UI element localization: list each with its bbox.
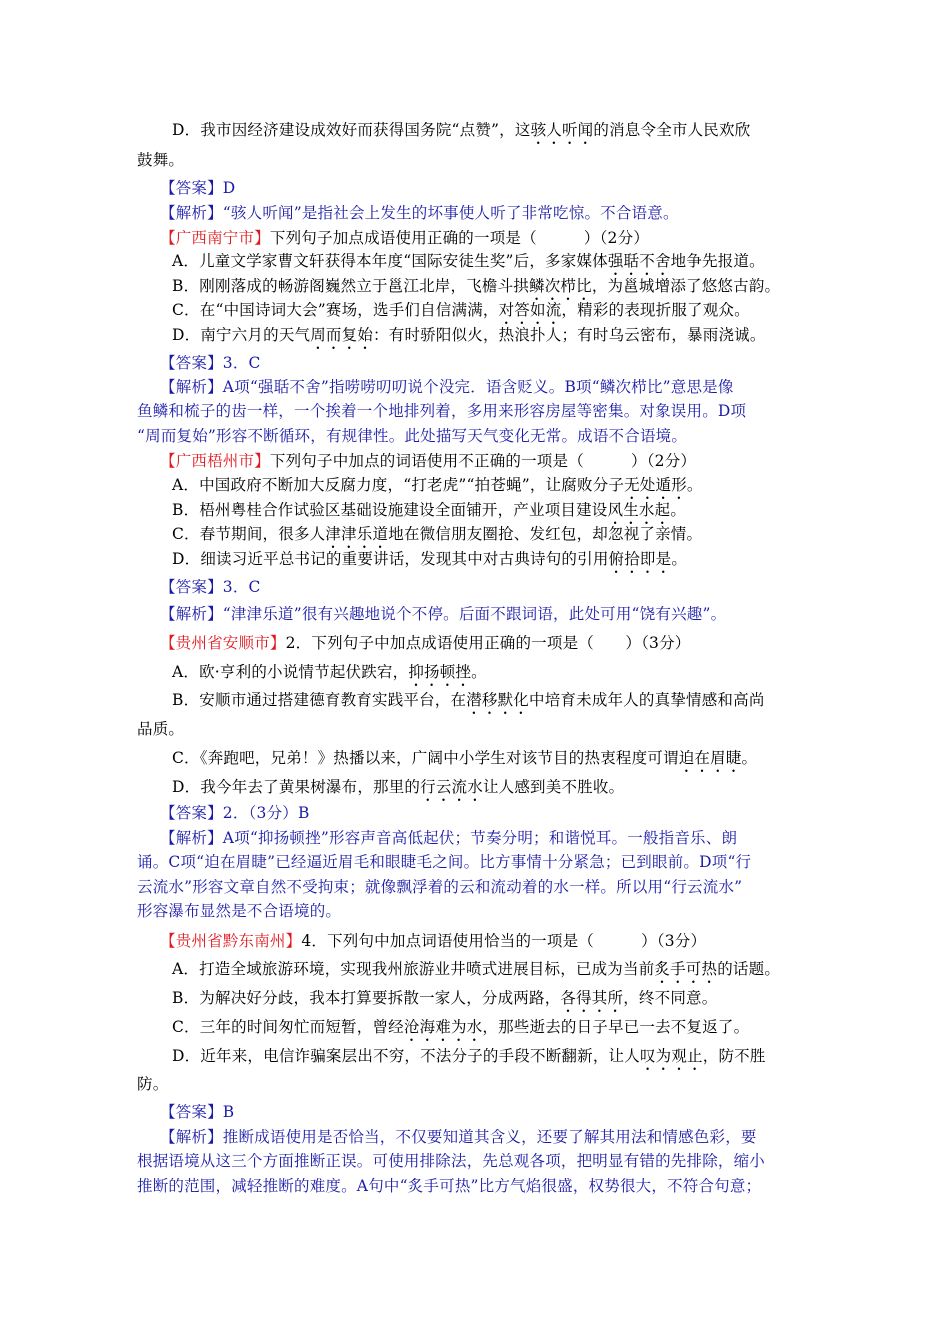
text: 中培育未成年人的真挚情感和高尚: [529, 691, 765, 709]
analysis-line: [0, 376, 950, 398]
answer-text: 【答案】D: [160, 179, 236, 197]
answer-line: [0, 352, 950, 374]
question-option-d: [0, 324, 950, 353]
text: ，那些逝去的日子早已一去不复返了。: [482, 1018, 750, 1036]
question-option-a: [0, 661, 950, 690]
text: ，精彩的表现折服了观众。: [561, 301, 750, 319]
text: 鼓舞。: [137, 151, 185, 169]
answer-line: [0, 1101, 950, 1123]
analysis-line: [0, 603, 950, 625]
analysis-text: 云流水”形容文章自然不受拘束；就像飘浮着的云和流动着的水一样。所以用“行云流水”: [137, 878, 743, 896]
analysis-line: [0, 876, 950, 898]
analysis-line: [0, 851, 950, 873]
answer-line: [0, 576, 950, 598]
text: B．刚刚落成的畅游阁巍然立于邕江北岸，飞檐斗拱: [172, 277, 529, 295]
question-option-d: [0, 548, 950, 577]
text: B．安顺市通过搭建德育教育实践平台，在: [172, 691, 467, 709]
text: C．《奔跑吧，兄弟！》热播以来，广阔中小学生对该节目的热衷程度可谓: [172, 749, 679, 767]
dotted-term: 风生水起: [607, 501, 671, 519]
analysis-text: “周而复始”形容不断循环，有规律性。此处描写天气变化无常。成语不合语境。: [137, 427, 688, 445]
question-option-d: [0, 119, 950, 148]
question-option-b: [0, 689, 950, 718]
answer-text: 【答案】3．C: [160, 578, 261, 596]
region-tag: 【贵州省黔东南州】: [160, 932, 302, 950]
text: 防。: [137, 1075, 169, 1093]
analysis-line: [0, 1175, 950, 1197]
text: A．欧·亨利的小说情节起伏跌宕，: [172, 663, 409, 681]
dotted-term: 沧海难为水: [403, 1018, 483, 1036]
question-option-a: [0, 958, 950, 987]
answer-line: [0, 177, 950, 199]
text: 品质。: [137, 720, 185, 738]
analysis-text: 【解析】推断成语使用是否恰当，不仅要知道其含义，还要了解其用法和情感色彩，要: [160, 1128, 757, 1146]
dotted-term: 各得其所: [560, 989, 624, 1007]
text: C．春节期间，很多人: [172, 525, 326, 543]
analysis-line: [0, 1126, 950, 1148]
dotted-term: 津津乐道: [325, 525, 389, 543]
text-line: [0, 149, 950, 171]
question-option-d: [0, 776, 950, 805]
answer-line: [0, 802, 950, 824]
dotted-term: 俯拾即是: [608, 550, 672, 568]
question-option-b: [0, 987, 950, 1016]
text: ，终不同意。: [623, 989, 718, 1007]
text-line: [0, 1073, 950, 1095]
text: B．为解决好分歧，我本打算要拆散一家人，分成两路，: [172, 989, 561, 1007]
analysis-line: [0, 400, 950, 422]
text: 。: [686, 476, 703, 494]
answer-text: 【答案】3．C: [160, 354, 261, 372]
question-text: 下列句子中加点的词语使用不正确的一项是（ ）（2分）: [269, 452, 697, 470]
text: C．在“中国诗词大会”赛场，选手们自信满满，: [172, 301, 499, 319]
text: D．南宁六月的天气: [172, 326, 311, 344]
text: 的话题。: [717, 960, 781, 978]
text: A．儿童文学家曹文轩获得本年度“国际安徒生奖”后，多家媒体: [172, 252, 608, 270]
text: A．中国政府不断加大反腐力度，“打老虎”“拍苍蝇”，让腐败分子: [172, 476, 625, 494]
question-option-d: [0, 1045, 950, 1074]
text: 。: [471, 663, 487, 681]
dotted-term: 行云流水: [420, 778, 483, 796]
dotted-term: 强聒不舍: [607, 252, 671, 270]
analysis-text: 诵。C项“迫在眉睫”已经逼近眉毛和眼睫毛之间。比方事情十分紧急；已到眼前。D项“行: [137, 853, 752, 871]
analysis-text: 【解析】“津津乐道”很有兴趣地说个不停。后面不跟词语，此处可用“饶有兴趣”。: [160, 605, 727, 623]
question-header: [0, 930, 950, 952]
question-header: [0, 450, 950, 472]
dotted-term: 对答如流: [498, 301, 562, 319]
dotted-term: 无处遁形: [624, 476, 687, 494]
region-tag: 【广西梧州市】: [160, 452, 270, 470]
text: 地争先报道。: [670, 252, 765, 270]
text: 。: [671, 550, 688, 568]
analysis-text: 鱼鳞和梳子的齿一样，一个挨着一个地排列着，多用来形容房屋等密集。对象误用。D项: [137, 402, 747, 420]
question-header: [0, 632, 950, 654]
text: D．细读习近平总书记的重要讲话，发现其中对古典诗句的引用: [172, 550, 609, 568]
analysis-text: 【解析】“骇人听闻”是指社会上发生的坏事使人听了非常吃惊。不合语意。: [160, 204, 679, 222]
text: ，为邕城增添了悠悠古韵。: [591, 277, 781, 295]
text: D．我今年去了黄果树瀑布，那里的: [172, 778, 421, 796]
dotted-term: 周而复始: [310, 326, 374, 344]
region-tag: 【广西南宁市】: [160, 229, 270, 247]
answer-text: 【答案】B: [160, 1103, 235, 1121]
text: C．三年的时间匆忙而短暂，曾经: [172, 1018, 404, 1036]
question-text: 下列句子加点成语使用正确的一项是（ ）（2分）: [269, 229, 650, 247]
region-tag: 【贵州省安顺市】: [160, 634, 286, 652]
text: ：有时骄阳似火，热浪扑人；有时乌云密布，暴雨浇诚。: [373, 326, 766, 344]
question-header: [0, 227, 950, 249]
analysis-line: [0, 202, 950, 224]
dotted-term: 骇人听闻: [530, 121, 594, 139]
dotted-term: 叹为观止: [639, 1047, 703, 1065]
text: 。: [670, 501, 687, 519]
analysis-text: 【解析】A项“抑扬顿挫”形容声音高低起伏；节奏分明；和谐悦耳。一般指音乐、朗: [160, 829, 738, 847]
analysis-text: 【解析】A项“强聒不舍”指唠唠叨叨说个没完．语含贬义。B项“鳞次栉比”意思是像: [160, 378, 734, 396]
dotted-term: 抑扬顿挫: [408, 663, 472, 681]
text: D．近年来，电信诈骗案层出不穷，不法分子的手段不断翻新，让人: [172, 1047, 640, 1065]
text: 的消息令全市人民欢欣: [593, 121, 751, 139]
text: D．我市因经济建设成效好而获得国务院“点赞”，这: [172, 121, 531, 139]
analysis-text: 推断的范围，减轻推断的难度。A句中“炙手可热”比方气焰很盛，权势很大，不符合句意；: [137, 1177, 762, 1195]
answer-text: 【答案】2．（3分）B: [160, 804, 310, 822]
text: 。: [741, 749, 758, 767]
dotted-term: 迫在眉睫: [678, 749, 742, 767]
text: 地在微信朋友圈抢、发红包，却忽视了亲情。: [388, 525, 703, 543]
text: A．打造全域旅游环境，实现我州旅游业井喷式进展目标，已成为当前: [172, 960, 655, 978]
analysis-text: 根据语境从这三个方面推断正误。可使用排除法，先总观各项，把明显有错的先排除，缩小: [137, 1152, 766, 1170]
question-text: 2．下列句子中加点成语使用正确的一项是（ ）（3分）: [285, 634, 691, 652]
analysis-text: 形容瀑布显然是不合语境的。: [137, 902, 342, 920]
analysis-line: [0, 425, 950, 447]
text: ，防不胜: [702, 1047, 766, 1065]
question-option-c: [0, 747, 950, 776]
dotted-term: 炙手可热: [654, 960, 718, 978]
question-text: 4．下列句中加点词语使用恰当的一项是（ ）（3分）: [301, 932, 707, 950]
text: B．梧州粤桂合作试验区基础设施建设全面铺开，产业项目建设: [172, 501, 608, 519]
analysis-line: [0, 1150, 950, 1172]
text-line: [0, 718, 950, 740]
question-option-c: [0, 1016, 950, 1045]
analysis-line: [0, 900, 950, 922]
dotted-term: 鳞次栉比: [529, 277, 592, 295]
analysis-line: [0, 827, 950, 849]
dotted-term: 潜移默化: [466, 691, 530, 709]
text: 让人感到美不胜收。: [482, 778, 625, 796]
